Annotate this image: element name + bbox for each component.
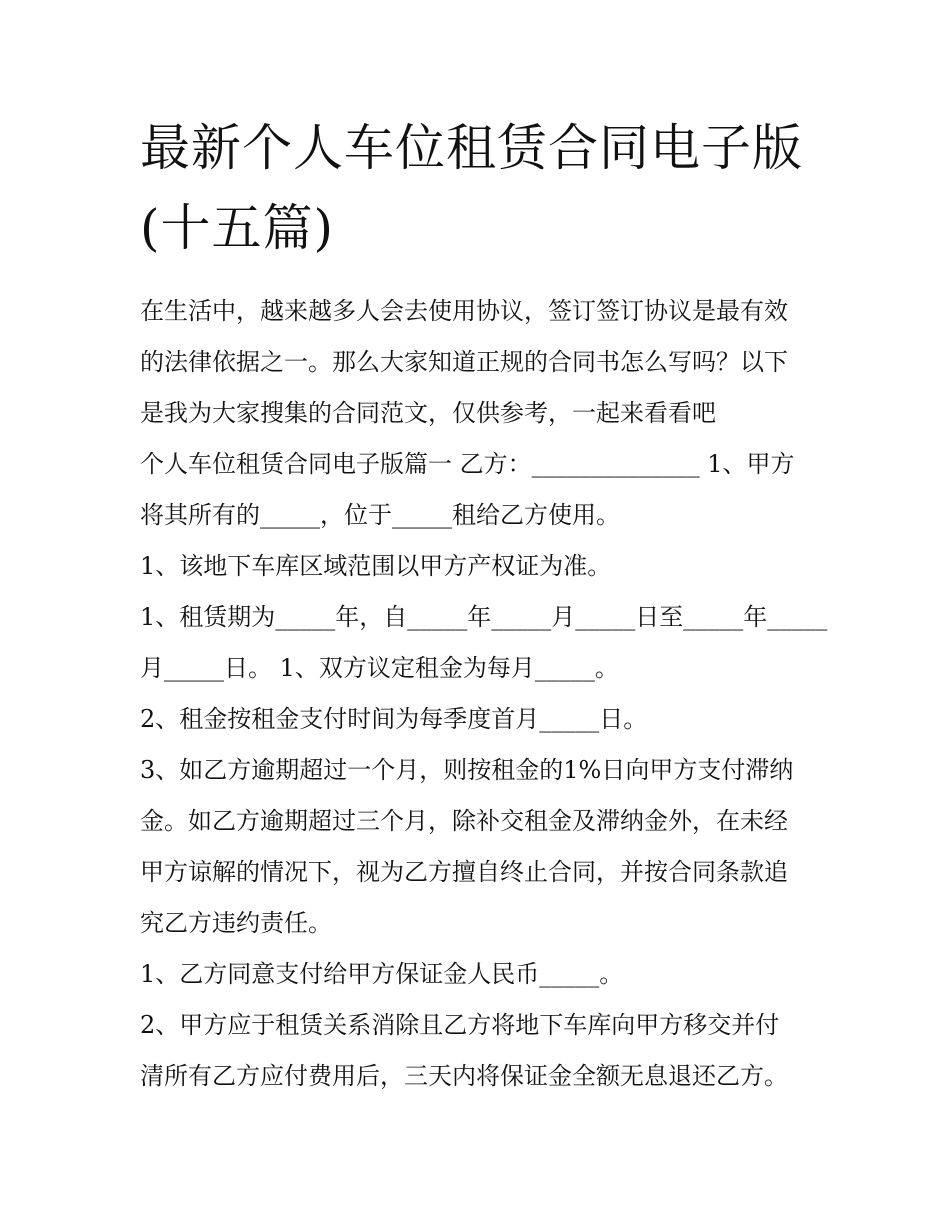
intro-paragraph: [140, 286, 820, 439]
text-line: 2、租金按租金支付时间为每季度首月_____日。: [140, 705, 648, 733]
text-line: 1、该地下车库区域范围以甲方产权证为准。: [140, 552, 612, 580]
document-body: [140, 108, 828, 1102]
text-line: 1、租赁期为_____年，自_____年_____月_____日至_____年_____: [140, 603, 828, 631]
contract-paragraph: [140, 949, 820, 1000]
text-line: 是我为大家搜集的合同范文，仅供参考，一起来看看吧: [140, 399, 716, 427]
text-line: 将其所有的_____，位于_____租给乙方使用。: [140, 501, 620, 529]
contract-paragraph: [140, 745, 820, 949]
text-line: 清所有乙方应付费用后，三天内将保证金全额无息退还乙方。: [140, 1062, 788, 1090]
text-line: 在生活中，越来越多人会去使用协议，签订签订协议是最有效: [140, 297, 788, 325]
contract-paragraph: [140, 439, 820, 541]
contract-paragraph: [140, 694, 820, 745]
text-line: 的法律依据之一。那么大家知道正规的合同书怎么写吗？以下: [140, 348, 788, 376]
contract-paragraph: [140, 592, 828, 694]
text-line: 1、乙方同意支付给甲方保证金人民币_____。: [140, 960, 624, 988]
title-line: (十五篇): [140, 199, 335, 257]
text-line: 3、如乙方逾期超过一个月，则按租金的1%日向甲方支付滞纳: [140, 756, 794, 784]
text-line: 个人车位租赁合同电子版篇一 乙方：______________ 1、甲方: [140, 450, 795, 478]
title-line: 最新个人车位租赁合同电子版: [140, 119, 803, 177]
text-line: 2、甲方应于租赁关系消除且乙方将地下车库向甲方移交并付: [140, 1011, 780, 1039]
contract-paragraph: [140, 541, 820, 592]
text-line: 究乙方违约责任。: [140, 909, 332, 937]
text-line: 甲方谅解的情况下，视为乙方擅自终止合同，并按合同条款追: [140, 858, 788, 886]
contract-paragraph: [140, 1000, 820, 1102]
text-line: 金。如乙方逾期超过三个月，除补交租金及滞纳金外，在未经: [140, 807, 788, 835]
text-line: 月_____日。 1、双方议定租金为每月_____。: [140, 654, 619, 682]
document-title: [140, 108, 820, 268]
